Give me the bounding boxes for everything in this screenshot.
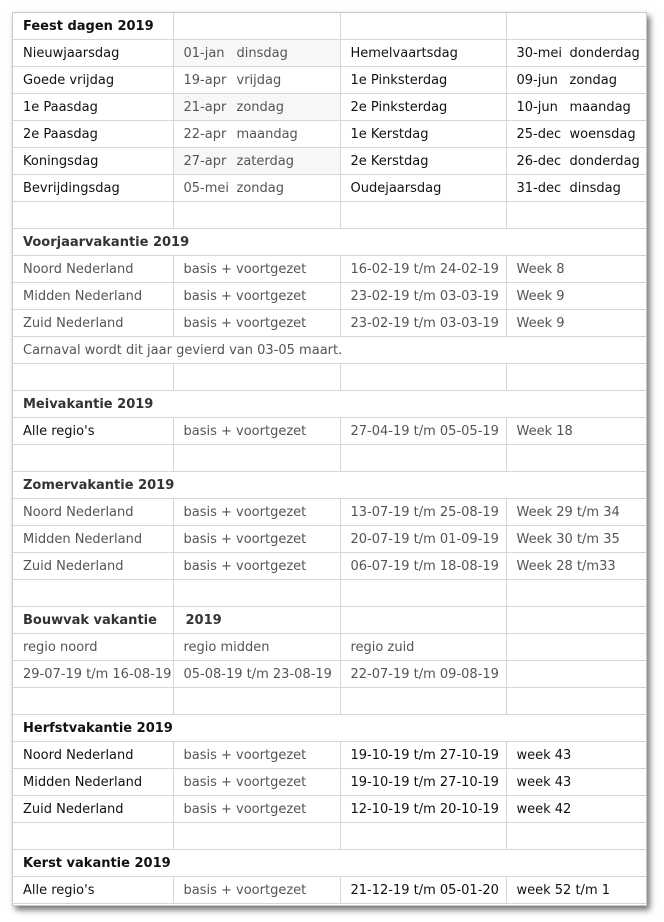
holiday-table-frame [12,12,647,906]
table-row [13,877,646,904]
table-row [13,742,646,769]
herfst-header-row [13,715,646,742]
section-title: Kerst vakantie 2019 [13,850,646,877]
holiday-date: 25-dec woensdag [506,121,646,148]
table-row [13,67,646,94]
holiday-date: 05-mei zondag [173,175,340,202]
table-row [13,526,646,553]
period: 20-07-19 t/m 01-09-19 [340,526,506,553]
school-type: basis + voortgezet [173,526,340,553]
week: Week 9 [506,283,646,310]
holiday-name: Hemelvaartsdag [340,40,506,67]
section-title: Zomervakantie 2019 [13,472,646,499]
spacer-row [13,823,646,850]
table-row [13,634,646,661]
week: Week 30 t/m 35 [506,526,646,553]
section-year: 2019 [173,607,340,634]
holiday-name: 2e Paasdag [13,121,173,148]
holiday-name: Nieuwjaarsdag [13,40,173,67]
school-type: basis + voortgezet [173,418,340,445]
table-row [13,661,646,688]
week: Week 18 [506,418,646,445]
holiday-date: 01-jan dinsdag [173,40,340,67]
week: week 52 t/m 1 [506,877,646,904]
period: 23-02-19 t/m 03-03-19 [340,310,506,337]
feestdagen-header-row [13,13,646,40]
holiday-date: 31-dec dinsdag [506,175,646,202]
period: 21-12-19 t/m 05-01-20 [340,877,506,904]
period: 13-07-19 t/m 25-08-19 [340,499,506,526]
week: week 42 [506,796,646,823]
period: 22-07-19 t/m 09-08-19 [340,661,506,688]
region: Midden Nederland [13,769,173,796]
school-type: basis + voortgezet [173,769,340,796]
table-row [13,175,646,202]
period: 19-10-19 t/m 27-10-19 [340,769,506,796]
table-row [13,40,646,67]
table-row [13,94,646,121]
period: 06-07-19 t/m 18-08-19 [340,553,506,580]
school-type: basis + voortgezet [173,877,340,904]
school-type: basis + voortgezet [173,499,340,526]
section-title: Bouwvak vakantie [13,607,173,634]
holiday-name: Bevrijdingsdag [13,175,173,202]
week: Week 9 [506,310,646,337]
period: 05-08-19 t/m 23-08-19 [173,661,340,688]
table-row [13,121,646,148]
region: Midden Nederland [13,526,173,553]
holiday-name: 1e Paasdag [13,94,173,121]
holiday-date: 10-jun maandag [506,94,646,121]
period: 19-10-19 t/m 27-10-19 [340,742,506,769]
region: Zuid Nederland [13,553,173,580]
zomer-header-row [13,472,646,499]
holiday-date: 09-jun zondag [506,67,646,94]
region: Zuid Nederland [13,310,173,337]
region: regio midden [173,634,340,661]
table-row [13,499,646,526]
section-title: Herfstvakantie 2019 [13,715,646,742]
holiday-name: 2e Pinksterdag [340,94,506,121]
holiday-name: 1e Pinksterdag [340,67,506,94]
table-row [13,553,646,580]
period: 12-10-19 t/m 20-10-19 [340,796,506,823]
table-row [13,256,646,283]
holiday-date: 30-mei donderdag [506,40,646,67]
week: week 43 [506,742,646,769]
week: Week 28 t/m33 [506,553,646,580]
region: regio noord [13,634,173,661]
school-type: basis + voortgezet [173,796,340,823]
note-row [13,337,646,364]
region: Alle regio's [13,418,173,445]
table-row [13,148,646,175]
region: Midden Nederland [13,283,173,310]
table-row [13,418,646,445]
region: Noord Nederland [13,256,173,283]
holiday-date: 21-apr zondag [173,94,340,121]
region: regio zuid [340,634,506,661]
holiday-date: 27-apr zaterdag [173,148,340,175]
holiday-name: 1e Kerstdag [340,121,506,148]
region: Zuid Nederland [13,796,173,823]
table-row [13,310,646,337]
period: 16-02-19 t/m 24-02-19 [340,256,506,283]
school-type: basis + voortgezet [173,310,340,337]
table-row [13,796,646,823]
mei-header-row [13,391,646,418]
kerst-header-row [13,850,646,877]
week: week 43 [506,769,646,796]
period: 27-04-19 t/m 05-05-19 [340,418,506,445]
region: Noord Nederland [13,742,173,769]
voorjaar-header-row [13,229,646,256]
holiday-name: 2e Kerstdag [340,148,506,175]
holiday-name: Oudejaarsdag [340,175,506,202]
holiday-name: Goede vrijdag [13,67,173,94]
school-type: basis + voortgezet [173,742,340,769]
bouwvak-header-row [13,607,646,634]
week: Week 29 t/m 34 [506,499,646,526]
school-type: basis + voortgezet [173,553,340,580]
carnaval-note: Carnaval wordt dit jaar gevierd van 03-05 maart. [13,337,646,364]
holiday-date: 22-apr maandag [173,121,340,148]
period: 29-07-19 t/m 16-08-19 [13,661,173,688]
region: Alle regio's [13,877,173,904]
week: Week 8 [506,256,646,283]
spacer-row [13,580,646,607]
region: Noord Nederland [13,499,173,526]
table-row [13,283,646,310]
spacer-row [13,688,646,715]
school-type: basis + voortgezet [173,283,340,310]
holiday-date: 19-apr vrijdag [173,67,340,94]
school-type: basis + voortgezet [173,256,340,283]
holiday-date: 26-dec donderdag [506,148,646,175]
table-row [13,769,646,796]
section-title: Feest dagen 2019 [13,13,173,40]
spacer-row [13,202,646,229]
holiday-table [13,13,646,904]
section-title: Voorjaarvakantie 2019 [13,229,646,256]
spacer-row [13,445,646,472]
spacer-row [13,364,646,391]
holiday-name: Koningsdag [13,148,173,175]
section-title: Meivakantie 2019 [13,391,646,418]
period: 23-02-19 t/m 03-03-19 [340,283,506,310]
